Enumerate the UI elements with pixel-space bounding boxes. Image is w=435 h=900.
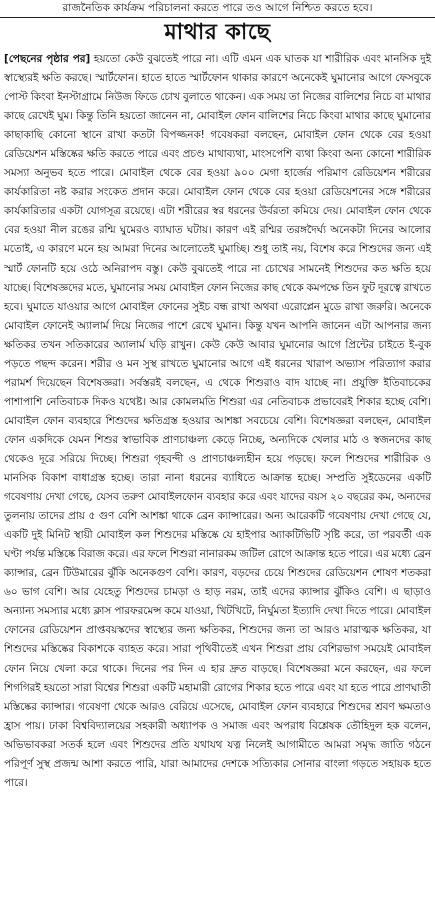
article-body: [4, 50, 431, 793]
article-headline: মাথার কাছে: [164, 20, 271, 45]
previous-article-last-line: রাজনৈতিক কার্যক্রম পরিচালনা করতে পারে তও আগে নিশ্চিত করতে হবে।: [62, 2, 373, 14]
article-body-text: হয়তো কেউ বুঝতেই পারে না। এটি এমন এক ঘাতক যা শারীরিক এবং মানসিক দুই স্বাস্থ্যেরই ক্ষতি করছে। স্মার্টফোন। হাতে হাতে স্মার্টফোন থাকার কারণে অনেকেই ঘুমানোর আগে ফেসবুকে পোস্ট কিংবা ইনস্টাগ্রামে নিউজ ফিডে চোখ বুলাতে থাকেন। এক সময় তা নিজের বালিশের নিচে বা মাথার কাছে রেখেই ঘুম। কিন্তু তিনি হয়তো জানেন না, মোবাইল ফোন বালিশের নিচে কিংবা মাথার কাছে ঘুমানোর কাছাকাছি কোনো স্থানে রাখা কতটা বিপজ্জনক! গবেষকরা বলছেন, মোবাইল ফোন থেকে বের হওয়া রেডিয়েশন মস্তিষ্কের ক্ষতি করতে পারে এবং প্রচণ্ড মাথাব্যথা, মাংসপেশি ব্যথা কিংবা অন্য কোনো শারীরিক সমস্যা অনুভব হতে পারে। মোবাইল থেকে বের হওয়া ৯০০ মেগা হার্জের পরিমাণ রেডিয়েশন শরীরের কার্যকারিতা নষ্ট করার সংকেত প্রদান করে। মোবাইল ফোন থেকে বের হওয়া রেডিয়েশনের সঙ্গে শরীরের কার্যকারিতার একটা যোগসূত্র রয়েছে। এটা শরীরের স্বর ধরনের উর্বরতা কমিয়ে দেয়। মোবাইল ফোন থেকে বের হওয়া নীল রঙের রশ্মি ঘুমেরও ব্যাঘাত ঘটায়। কারণ এই রশ্মির তরঙ্গদৈর্ঘ্য অনেকটা দিনের আলোর মতোই, এ কারণে মনে হয় আমরা দিনের আলোতেই ঘুমাচ্ছি। শুধু তাই নয়, বিশেষ করে শিশুদের জন্য এই স্মার্ট ফোনটি হয়ে ওঠে অনিরাপদ বস্তু। কেউ বুঝতেই পারে না চোখের সামনেই শিশুদের কত ক্ষতি হয়ে যাচ্ছে। বিশেষজ্ঞদের মতে, ঘুমানোর সময় মোবাইল ফোন নিজের কাছ থেকে কমপক্ষে তিন ফুট দূরত্বে রাখতে হবে। ঘুমাতে যাওয়ার আগে মোবাইল ফোনের সুইচ বন্ধ রাখা অথবা এরোপ্লেন মুডে রাখা জরুরি। অনেকে মোবাইল ফোনেই অ্যালার্ম দিয়ে নিজের পাশে রেখে ঘুমান। কিন্তু যখন আপনি জানেন এটা আপনার জন্য ক্ষতিকর তখন সতিকারের অ্যালার্ম ঘড়ি রাখুন। কেউ কেউ আবার ঘুমানোর আগে প্রিন্টের চাইতে ই-বুক পড়তে পছন্দ করেন। শরীর ও মন সুস্থ রাখতে ঘুমানোর আগে এই ধরনের খারাপ অভ্যাস পরিত্যাগ করার পরামর্শ দিয়েছেন বিশেষজ্ঞরা। সর্বস্তরই বলছেন, এ থেকে শিশুরাও বাদ যাচ্ছে না। প্রযুক্তি ইতিবাচকের পাশাপাশি নেতিবাচক দিকও যথেষ্ট। আর কোমলমতি শিশুরা এর নেতিবাচক প্রভাবেরই শিকার হচ্ছে বেশি। মোবাইল ফোন ব্যবহারে শিশুদের ক্ষতিগ্রস্ত হওয়ার আশঙ্কা সবচেয়ে বেশি। বিশেষজ্ঞরা বলছেন, মোবাইল ফোন একদিকে যেমন শিশুর স্বাভাবিক প্রাণচাঞ্চল্য কেড়ে নিচ্ছে, অন্যদিকে খেলার মাঠ ও স্বজনদের কাছ থেকেও দূরে সরিয়ে দিচ্ছে। শিশুরা গৃহবন্দী ও প্রাণচাঞ্চল্যহীন হয়ে পড়ছে। ফলে শিশুদের শারীরিক ও মানসিক বিকাশ বাধাগ্রস্ত হচ্ছে। তারা নানা ধরনের ব্যাধিতে আক্রান্ত হচ্ছে। সম্প্রতি সুইডেনের একটি গবেষণায় দেখা গেছে, যেসব তরুণ মোবাইলফোন ব্যবহার করে এবং যাদের বয়স ২০ বছরের কম, অন্যদের তুলনায় তাদের প্রায় ৫ গুণ বেশি আশঙ্কা থাকে ব্রেন ক্যান্সারের। অন্য আরেকটি গবেষণায় দেখা গেছে যে, একটি দুই মিনিট স্থায়ী মোবাইল কল শিশুদের মস্তিষ্কে যে হাইপার অ্যাকটিভিটি সৃষ্টি করে, তা পরবর্তী এক ঘণ্টা পর্যন্ত মস্তিষ্কে বিরাজ করে। এর ফলে শিশুরা নানারকম জটিল রোগে আক্রান্ত হতে পারে। এর মধ্যে ব্রেন ক্যান্সার, ব্রেন টিউমারের ঝুঁকি অনেকগুণ বেশি। কারণ, বড়দের চেয়ে শিশুদের রেডিয়েশন শোষণ শতকরা ৬০ ভাগ বেশি। আর যেহেতু শিশুদের চামড়া ও হাড় নরম, তাই এদের ক্যান্সার ঝুঁকিও বেশি। এ ছাড়াও অন্যান্য সমস্যার মধ্যে ক্লাস পারফরমেন্স কমে যাওয়া, খিটখিটে, নির্ঘুমতা ইত্যাদি দেখা দিতে পারে। মোবাইল ফোনের রেডিয়েশন প্রাপ্তবয়স্কদের স্বাস্থ্যের জন্য ক্ষতিকর, শিশুদের জন্য তা আরও মারাত্মক ক্ষতিকর, যা শিশুদের মস্তিষ্কের বিকাশকে ব্যাহত করে। সারা পৃথিবীতেই এখন শিশুরা প্রায় বেশিরভাগ সময়েই মোবাইল ফোন নিয়ে খেলা করে থাকে। দিনের পর দিন এ হার দ্রুত বাড়ছে। বিশেষজ্ঞরা মনে করছেন, এর ফলে শিগগিরই হয়তো সারা বিশ্বের শিশুরা একটি মহামারী রোগের শিকার হতে পারে এবং যা হতে পারে প্রাণঘাতী মস্তিষ্কের ক্যান্সার। গবেষণা থেকে আরও বেরিয়ে এসেছে, মোবাইল ফোন ব্যবহারে শিশুদের শ্রবণ ক্ষমতাও হ্রাস পায়। ঢাকা বিশ্ববিদ্যালয়ের সহকারী অধ্যাপক ও সমাজ এবং অপরাধ বিশ্লেষক তৌহিদুল হক বলেন, অভিভাবকরা সতর্ক হলে এবং শিশুদের প্রতি যথাযথ যত্ন নিলেই আগামীতে আমরা সমৃদ্ধ জাতি গঠনে পরিপূর্ণ সুস্থ প্রজন্ম আশা করতে পারি, যারা আমাদের দেশকে সত্যিকার সোনার বাংলা গড়তে সহায়ক হতে পারে।: [4, 53, 431, 789]
continued-from-label: [পেছনের পৃষ্ঠার পর]: [4, 53, 91, 65]
